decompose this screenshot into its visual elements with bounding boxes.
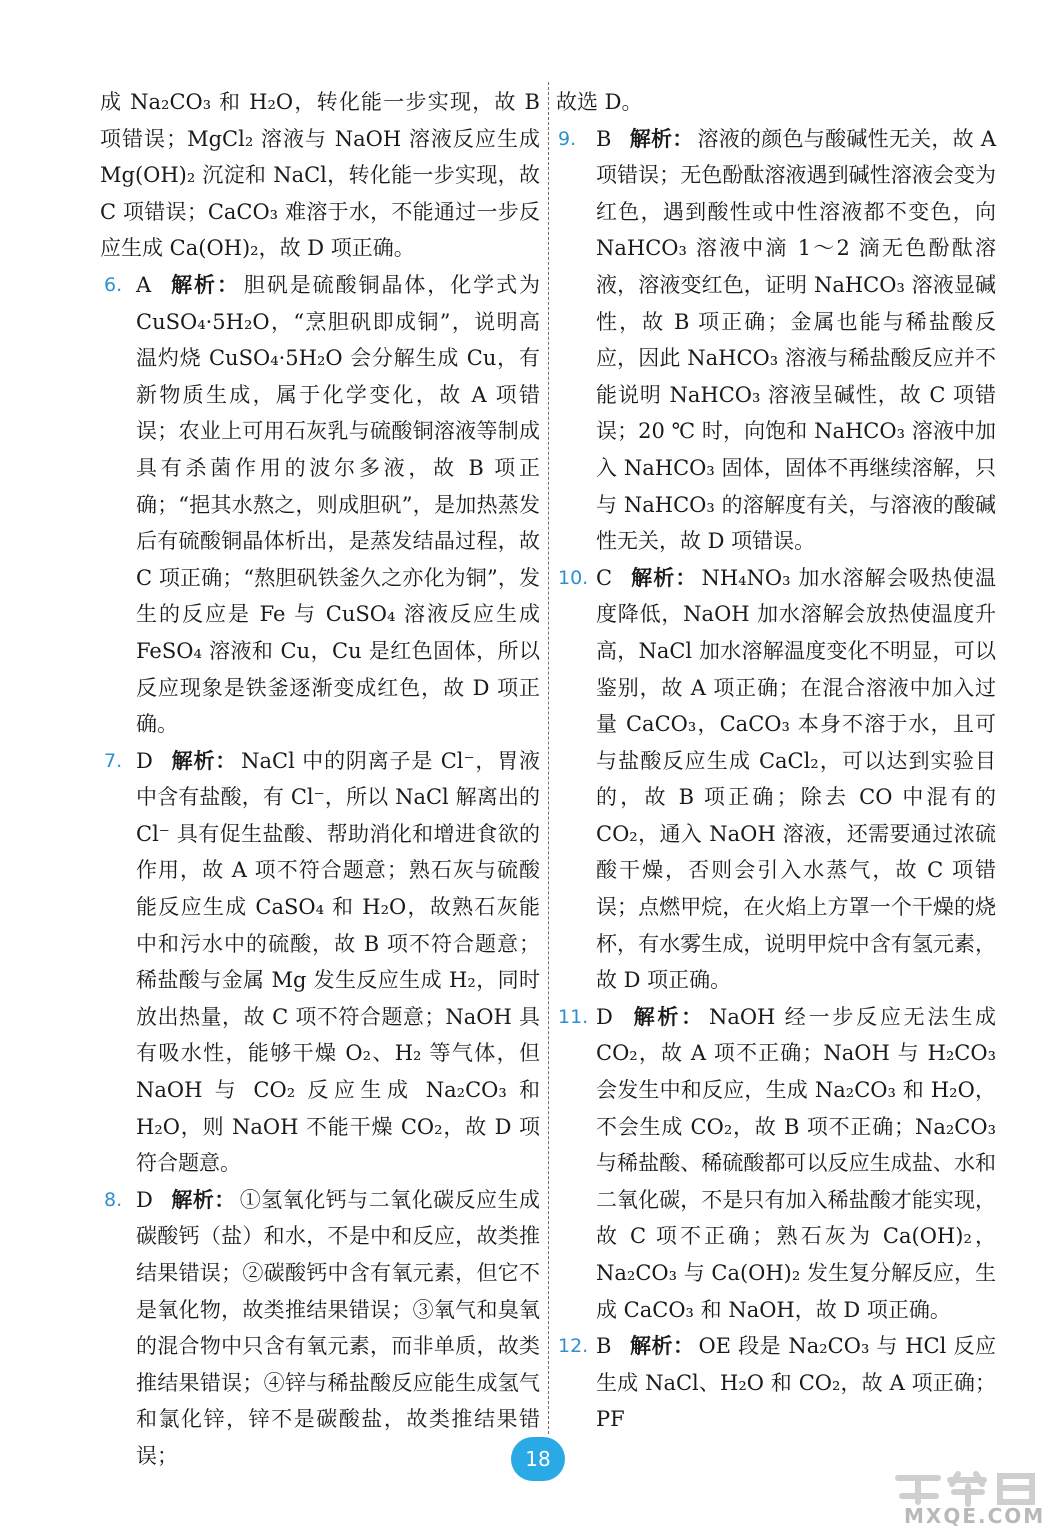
analysis-label: 解析： bbox=[629, 125, 694, 151]
analysis-label: 解析： bbox=[170, 1186, 236, 1212]
column-divider bbox=[548, 82, 549, 1434]
answer-item-8 bbox=[100, 1182, 540, 1475]
answer-item-10 bbox=[556, 560, 996, 999]
answer-item-11 bbox=[556, 999, 996, 1328]
left-column bbox=[100, 84, 540, 1475]
item-explanation: 溶液的颜色与酸碱性无关，故 A 项错误；无色酚酞溶液遇到碱性溶液会变为红色，遇到酸性或中性溶液都不变色，向 NaHCO₃ 溶液中滴 1～2 滴无色酚酞溶液，溶液变红色，证明 NaHCO₃ 溶液显碱性，故 B 项正确；金属也能与稀盐酸反应，因此 NaHCO₃ 溶液与稀盐酸反应并不能说明 NaHCO₃ 溶液呈碱性，故 C 项错误；20 ℃ 时，向饱和 NaHCO₃ 溶液中加入 NaHCO₃ 固体，固体不再继续溶解，只与 NaHCO₃ 的溶解度有关，与溶液的酸碱性无关，故 D 项错误。 bbox=[596, 126, 997, 554]
item-number: 10. bbox=[558, 566, 589, 589]
item-explanation: NaOH 经一步反应无法生成 CO₂，故 A 项不正确；NaOH 与 H₂CO₃ 会发生中和反应，生成 Na₂CO₃ 和 H₂O，不会生成 CO₂，故 B 项不正确；Na₂CO₃ 与稀盐酸、稀硫酸都可以反应生成盐、水和二氧化碳，不是只有加入稀盐酸才能实现，故 C 项不正确；熟石灰为 Ca(OH)₂，Na₂CO₃ 与 Ca(OH)₂ 发生复分解反应，生成 CaCO₃ 和 NaOH，故 D 项正确。 bbox=[596, 1004, 996, 1322]
item-explanation: 胆矾是硫酸铜晶体，化学式为 CuSO₄·5H₂O，“烹胆矾即成铜”，说明高温灼烧 CuSO₄·5H₂O 会分解生成 Cu，有新物质生成，属于化学变化，故 A 项错误；农业上可用石灰乳与硫酸铜溶液等制成具有杀菌作用的波尔多液，故 B 项正确；“挹其水熬之，则成胆矾”，是加热蒸发后有硫酸铜晶体析出，是蒸发结晶过程，故 C 项正确；“熬胆矾铁釜久之亦化为铜”，发生的反应是 Fe 与 CuSO₄ 溶液反应生成 FeSO₄ 溶液和 Cu，Cu 是红色固体，所以反应现象是铁釜逐渐变成红色，故 D 项正确。 bbox=[136, 272, 541, 737]
item-number: 12. bbox=[558, 1335, 589, 1358]
right-column bbox=[556, 84, 996, 1438]
analysis-label: 解析： bbox=[630, 1003, 705, 1029]
item-explanation: NaCl 中的阴离子是 Cl⁻，胃液中含有盐酸，有 Cl⁻，所以 NaCl 解离出的 Cl⁻ 具有促生盐酸、帮助消化和增进食欲的作用，故 A 项不符合题意；熟石灰与硫酸能反应生成 CaSO₄ 和 H₂O，故熟石灰能中和污水中的硫酸，故 B 项不符合题意；稀盐酸与金属 Mg 发生反应生成 H₂，同时放出热量，故 C 项不符合题意；NaOH 具有吸水性，能够干燥 O₂、H₂ 等气体，但 NaOH 与 CO₂ 反应生成 Na₂CO₃ 和 H₂O，则 NaOH 不能干燥 CO₂，故 D 项符合题意。 bbox=[136, 748, 541, 1176]
item-number: 9. bbox=[558, 127, 577, 150]
item-answer: D bbox=[596, 1004, 613, 1029]
answer-item-6 bbox=[100, 267, 540, 743]
item-answer: D bbox=[136, 748, 153, 773]
page-number-badge: 18 bbox=[511, 1437, 565, 1481]
continuation-text: 成 Na₂CO₃ 和 H₂O，转化能一步实现，故 B 项错误；MgCl₂ 溶液与 NaOH 溶液反应生成 Mg(OH)₂ 沉淀和 NaCl，转化能一步实现，故 C 项错误；CaCO₃ 难溶于水，不能通过一步反应生成 Ca(OH)₂，故 D 项正确。 bbox=[100, 90, 540, 261]
item-number: 6. bbox=[104, 273, 123, 296]
analysis-label: 解析： bbox=[170, 747, 238, 773]
analysis-label: 解析： bbox=[169, 271, 240, 297]
item-number: 7. bbox=[104, 749, 123, 772]
item-explanation: OE 段是 Na₂CO₃ 与 HCl 反应生成 NaCl、H₂O 和 CO₂，故 A 项正确；PF bbox=[596, 1334, 996, 1432]
watermark-text: MXQE.COM bbox=[904, 1504, 1046, 1528]
item-explanation: NH₄NO₃ 加水溶解会吸热使温度降低，NaOH 加水溶解会放热使温度升高，NaCl 加水溶解温度变化不明显，可以鉴别，故 A 项正确；在混合溶液中加入过量 CaCO₃，CaCO₃ 本身不溶于水，且可与盐酸反应生成 CaCl₂，可以达到实验目的，故 B 项正确；除去 CO 中混有的 CO₂，通入 NaOH 溶液，还需要通过浓硫酸干燥，否则会引入水蒸气，故 C 项错误；点燃甲烷，在火焰上方罩一个干燥的烧杯，有水雾生成，说明甲烷中含有氢元素，故 D 项正确。 bbox=[596, 565, 997, 993]
item-answer: B bbox=[596, 1334, 612, 1359]
item-number: 11. bbox=[558, 1005, 589, 1028]
item-answer: C bbox=[596, 565, 613, 590]
item-answer: A bbox=[136, 272, 152, 297]
answer-item-12 bbox=[556, 1328, 996, 1438]
analysis-label: 解析： bbox=[630, 564, 698, 590]
item-number: 8. bbox=[104, 1188, 123, 1211]
item-answer: B bbox=[596, 126, 612, 151]
analysis-label: 解析： bbox=[629, 1333, 695, 1359]
answer-item-9 bbox=[556, 121, 996, 560]
continuation-text: 故选 D。 bbox=[556, 90, 643, 114]
item-explanation: ①氢氧化钙与二氧化碳反应生成碳酸钙（盐）和水，不是中和反应，故类推结果错误；②碳酸钙中含有氧元素，但它不是氧化物，故类推结果错误；③氧气和臭氧的混合物中只含有氧元素，而非单质，故类推结果错误；④锌与稀盐酸反应能生成氢气和氯化锌，锌不是碳酸盐，故类推结果错误； bbox=[136, 1187, 541, 1468]
answer-item-7 bbox=[100, 743, 540, 1182]
item-answer: D bbox=[136, 1187, 153, 1212]
